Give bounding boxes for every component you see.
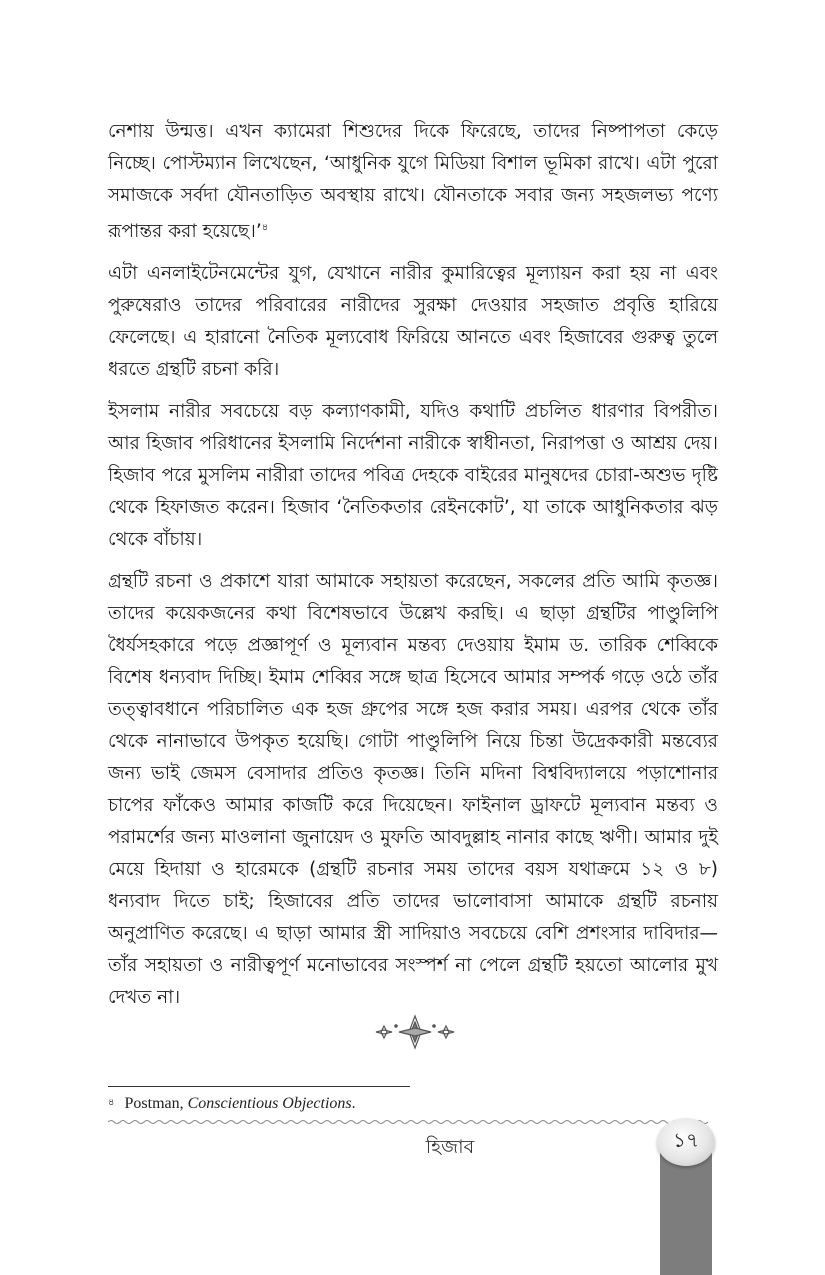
footnote-work: Conscientious Objections: [187, 1095, 352, 1112]
footer-wavy-line: [108, 1118, 708, 1126]
footnote-mark: ৪: [108, 1097, 115, 1108]
footnote-tail: .: [351, 1095, 356, 1112]
paragraph-2: এটা এনলাইটেনমেন্টের যুগ, যেখানে নারীর কুমারিত্বের মূল্যায়ন করা হয় না এবং পুরুষেরাও তাদের পরিবারের নারীদের সুরক্ষা দেওয়ার সহজাত প্রবৃত্তি হারিয়ে ফেলেছে। এ হারানো নৈতিক মূল্যবোধ ফিরিয়ে আনতে এবং হিজাবের গুরুত্ব তুলে ধরতে গ্রন্থটি রচনা করি।: [108, 263, 718, 381]
footnote: [108, 1095, 608, 1113]
footnote-rule: [108, 1086, 410, 1087]
footnote-reference[interactable]: ৪: [261, 222, 269, 233]
footnote-author: Postman,: [124, 1095, 184, 1112]
running-footer-title: হিজাব: [425, 1136, 475, 1158]
paragraph-4: গ্রন্থটি রচনা ও প্রকাশে যারা আমাকে সহায়তা করেছেন, সকলের প্রতি আমি কৃতজ্ঞ। তাদের কয়েকজনের কথা বিশেষভাবে উল্লেখ করছি। এ ছাড়া গ্রন্থটির পাণ্ডুলিপি ধৈর্যসহকারে পড়ে প্রজ্ঞাপূর্ণ ও মূল্যবান মন্তব্য দেওয়ায় ইমাম ড. তারিক শেব্বিকে বিশেষ ধন্যবাদ দিচ্ছি। ইমাম শেব্বির সঙ্গে ছাত্র হিসেবে আমার সম্পর্ক গড়ে ওঠে তাঁর তত্ত্বাবধানে পরিচালিত এক হজ গ্রুপের সঙ্গে হজ করার সময়। এরপর থেকে তাঁর থেকে নানাভাবে উপকৃত হয়েছি। গোটা পাণ্ডুলিপি নিয়ে চিন্তা উদ্রেককারী মন্তব্যের জন্য ভাই জেমস বেসাদার প্রতিও কৃতজ্ঞ। তিনি মদিনা বিশ্ববিদ্যালয়ে পড়াশোনার চাপের ফাঁকেও আমার কাজটি করে দিয়েছেন। ফাইনাল ড্রাফটে মূল্যবান মন্তব্য ও পরামর্শের জন্য মাওলানা জুনায়েদ ও মুফতি আবদুল্লাহ নানার কাছে ঋণী। আমার দুই মেয়ে হিদায়া ও হারেমকে (গ্রন্থটি রচনার সময় তাদের বয়স যথাক্রমে ১২ ও ৮) ধন্যবাদ দিতে চাই; হিজাবের প্রতি তাদের ভালোবাসা আমাকে গ্রন্থটি রচনায় অনুপ্রাণিত করেছে। এ ছাড়া আমার স্ত্রী সাদিয়াও সবচেয়ে বেশি প্রশংসার দাবিদার—তাঁর সহায়তা ও নারীত্বপূর্ণ মনোভাবের সংস্পর্শ না পেলে গ্রন্থটি হয়তো আলোর মুখ দেখত না।: [108, 571, 718, 1009]
ornament-divider-icon: [370, 1014, 460, 1050]
paragraph-1-text: নেশায় উন্মত্ত। এখন ক্যামেরা শিশুদের দিকে ফিরেছে, তাদের নিষ্পাপতা কেড়ে নিচ্ছে। পোস্টম্যান লিখেছেন, ‘আধুনিক যুগে মিডিয়া বিশাল ভূমিকা রাখে। এটা পুরো সমাজকে সর্বদা যৌনতাড়িত অবস্থায় রাখে। যৌনতাকে সবার জন্য সহজলভ্য পণ্যে রূপান্তর করা হয়েছে।’: [108, 121, 718, 243]
paragraph-1: [108, 116, 718, 248]
page-number: ১৭: [673, 1128, 699, 1152]
paragraph-3: ইসলাম নারীর সবচেয়ে বড় কল্যাণকামী, যদিও কথাটি প্রচলিত ধারণার বিপরীত। আর হিজাব পরিধানের ইসলামি নির্দেশনা নারীকে স্বাধীনতা, নিরাপত্তা ও আশ্রয় দেয়। হিজাব পরে মুসলিম নারীরা তাদের পবিত্র দেহকে বাইরের মানুষদের চোরা-অশুভ দৃষ্টি থেকে হিফাজত করেন। হিজাব ‘নৈতিকতার রেইনকোট’, যা তাকে আধুনিকতার ঝড় থেকে বাঁচায়।: [108, 401, 718, 551]
main-text: [108, 116, 718, 1024]
